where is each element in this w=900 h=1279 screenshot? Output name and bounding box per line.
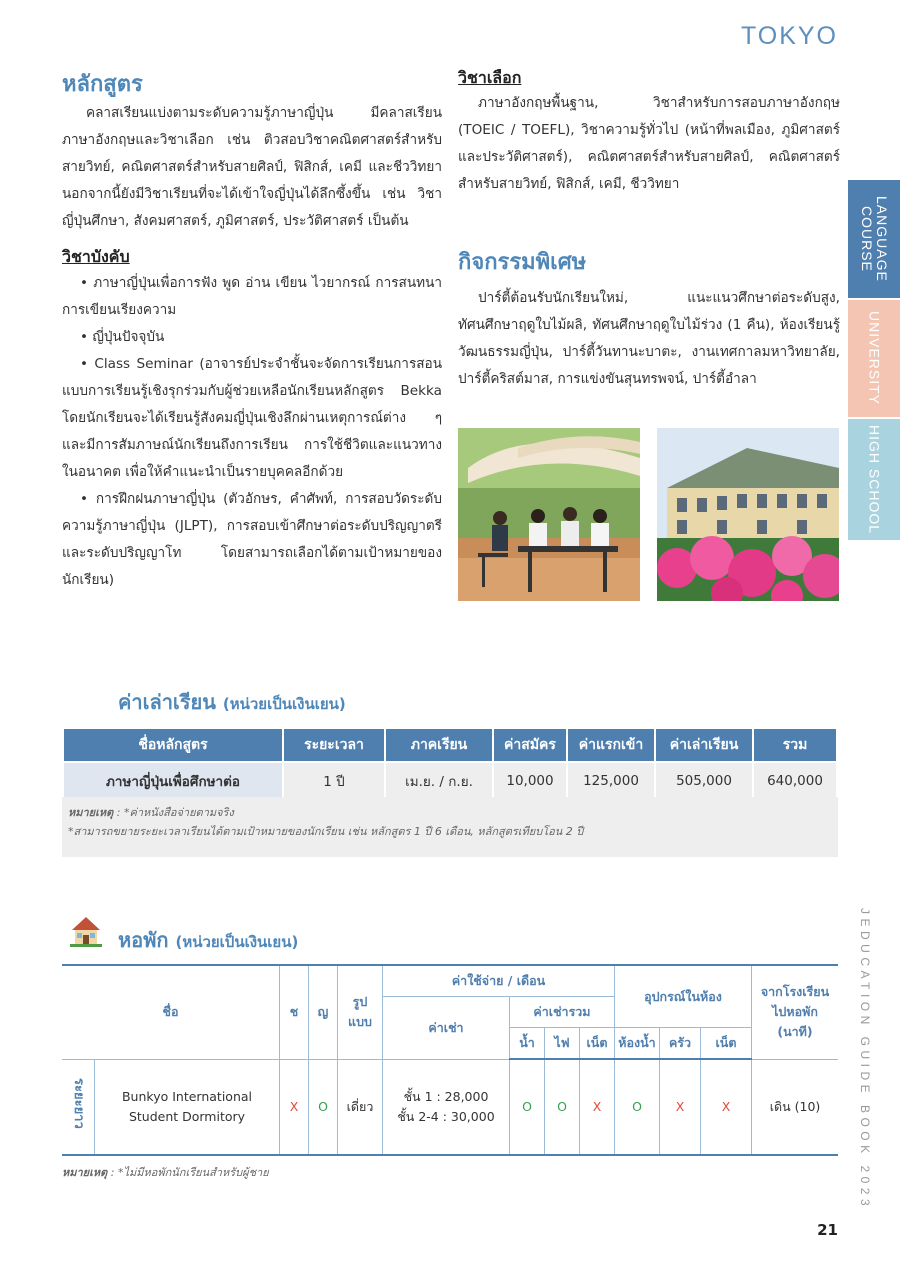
page-number: 21: [817, 1221, 838, 1239]
area-label-text: ระยะยาว: [71, 1078, 86, 1130]
note-line-2: *สามารถขยายระยะเวลาเรียนได้ตามเป้าหมายของนักเรียน เช่น หลักสูตร 1 ปี 6 เดือน, หลักสูตรเทียบโอน 2 ปี: [68, 825, 584, 838]
table-cell: ภาษาญี่ปุ่นเพื่อศึกษาต่อ: [63, 762, 283, 800]
table-header: ญ: [309, 965, 338, 1059]
dorm-note-text: : *ไม่มีหอพักนักเรียนสำหรับผู้ชาย: [107, 1166, 269, 1179]
curriculum-title: หลักสูตร: [62, 72, 143, 97]
bathroom-mark: O: [615, 1059, 660, 1155]
table-header: ค่าเช่ารวม: [510, 997, 615, 1028]
table-header-row: [63, 728, 837, 762]
table-header: เน็ต: [701, 1028, 752, 1060]
room-type-cell: เดี่ยว: [338, 1059, 383, 1155]
area-label: [62, 1059, 95, 1155]
rent-floor-1: ชั้น 1 : 28,000: [403, 1088, 489, 1104]
table-cell: เม.ย. / ก.ย.: [385, 762, 493, 800]
rent-floor-2-4: ชั้น 2-4 : 30,000: [397, 1108, 495, 1124]
table-header: ค่าใช้จ่าย / เดือน: [383, 965, 615, 997]
table-header: ค่าสมัคร: [493, 728, 567, 762]
table-header: ชื่อหลักสูตร: [63, 728, 283, 762]
tuition-title: [118, 686, 346, 718]
table-header: เน็ต: [580, 1028, 615, 1060]
kitchen-mark: X: [660, 1059, 701, 1155]
activities-text: ปาร์ตี้ต้อนรับนักเรียนใหม่, แนะแนวศึกษาต่อระดับสูง, ทัศนศึกษาฤดูใบไม้ผลิ, ทัศนศึกษาฤดูใบไม้ร่วง (1 คืน), ห้องเรียนรู้วัฒนธรรมญี่ปุ่น, ปาร์ตี้วันทานะบาตะ, งานเทศกาลมหาวิทยาลัย, ปาร์ตี้คริสต์มาส, การแข่งขันสุนทรพจน์, ปาร์ตี้อำลา: [458, 290, 840, 387]
activities-title: กิจกรรมพิเศษ: [458, 250, 587, 275]
guide-book-label: JEDUCATION GUIDE BOOK 2023: [858, 908, 872, 1211]
room-internet-mark: X: [701, 1059, 752, 1155]
table-row: [62, 1059, 838, 1155]
note-line-1: : *ค่าหนังสือจ่ายตามจริง: [113, 806, 234, 819]
dorm-table: [62, 964, 838, 1156]
tab-language-label: LANGUAGE COURSE: [859, 196, 890, 282]
table-row: [63, 762, 837, 800]
note-label: หมายเหตุ: [68, 806, 114, 819]
female-mark: O: [309, 1059, 338, 1155]
table-header: ค่าแรกเข้า: [567, 728, 655, 762]
table-header: ไฟ: [545, 1028, 580, 1060]
required-subjects-list: [62, 270, 442, 594]
internet-mark: X: [580, 1059, 615, 1155]
dorm-title: [118, 924, 298, 956]
dorm-title-text: หอพัก: [118, 928, 169, 952]
table-cell: 640,000: [753, 762, 837, 800]
tuition-title-text: ค่าเล่าเรียน: [118, 690, 216, 714]
cafe-photo: [458, 428, 640, 601]
list-item: • ภาษาญี่ปุ่นเพื่อการฟัง พูด อ่าน เขียน ไวยากรณ์ การสนทนา การเขียนเรียงความ: [62, 275, 442, 318]
table-header: ระยะเวลา: [283, 728, 385, 762]
list-item: • การฝึกฝนภาษาญี่ปุ่น (ตัวอักษร, คำศัพท์, การสอบวัดระดับความรู้ภาษาญี่ปุ่น (JLPT), การสอบเข้าศึกษาต่อระดับปริญญาตรีและระดับปริญญาโท โดยสามารถเลือกได้ตามเป้าหมายของนักเรียน): [62, 491, 442, 588]
table-header: รูปแบบ: [338, 965, 383, 1059]
table-header: ภาคเรียน: [385, 728, 493, 762]
table-header: ครัว: [660, 1028, 701, 1060]
elective-subjects-text: ภาษาอังกฤษพื้นฐาน, วิชาสำหรับการสอบภาษาอังกฤษ (TOEIC / TOEFL), วิชาความรู้ทั่วไป (หน้าที่พลเมือง, ภูมิศาสตร์และประวัติศาสตร์), คณิตศาสตร์สำหรับสายศิลป์, คณิตศาสตร์สำหรับสายวิทย์, ฟิสิกส์, เคมี, ชีววิทยา: [458, 95, 840, 192]
tab-high-school[interactable]: [848, 419, 900, 540]
dorm-name-cell: Bunkyo International Student Dormitory: [95, 1059, 280, 1155]
table-cell: 125,000: [567, 762, 655, 800]
dorm-unit: (หน่วยเป็นเงินเยน): [175, 933, 299, 951]
dorm-note: [62, 1163, 269, 1181]
rent-cell: [383, 1059, 510, 1155]
table-header: อุปกรณ์ในห้อง: [615, 965, 752, 1028]
table-cell: 1 ปี: [283, 762, 385, 800]
table-header: ค่าเช่า: [383, 997, 510, 1060]
table-cell: 505,000: [655, 762, 753, 800]
city-title: TOKYO: [740, 22, 838, 50]
tuition-note: [62, 797, 838, 857]
list-item: • ญี่ปุ่นปัจจุบัน: [80, 329, 165, 345]
tab-high-school-label: HIGH SCHOOL: [866, 424, 883, 534]
tab-university[interactable]: [848, 300, 900, 417]
tab-language-course[interactable]: [848, 180, 900, 298]
campus-building-photo: [657, 428, 839, 601]
required-subjects-title: วิชาบังคับ: [62, 247, 130, 266]
table-header: จากโรงเรียนไปหอพัก (นาที): [752, 965, 839, 1059]
distance-cell: เดิน (10): [752, 1059, 839, 1155]
male-mark: X: [280, 1059, 309, 1155]
tuition-unit: (หน่วยเป็นเงินเยน): [222, 695, 346, 713]
table-header: รวม: [753, 728, 837, 762]
water-mark: O: [510, 1059, 545, 1155]
table-header: ช: [280, 965, 309, 1059]
note-label: หมายเหตุ: [62, 1166, 108, 1179]
table-header: น้ำ: [510, 1028, 545, 1060]
table-header: ค่าเล่าเรียน: [655, 728, 753, 762]
elective-subjects-title: วิชาเลือก: [458, 68, 522, 87]
tuition-table: [62, 727, 838, 801]
table-header: ชื่อ: [62, 965, 280, 1059]
tab-university-label: UNIVERSITY: [866, 311, 883, 406]
electric-mark: O: [545, 1059, 580, 1155]
table-header: ห้องน้ำ: [615, 1028, 660, 1060]
table-cell: 10,000: [493, 762, 567, 800]
curriculum-intro: คลาสเรียนแบ่งตามระดับความรู้ภาษาญี่ปุ่น มีคลาสเรียนภาษาอังกฤษและวิชาเลือก เช่น ติวสอบวิชาคณิตศาสตร์สำหรับสายวิทย์, คณิตศาสตร์สำหรับสายศิลป์, ฟิสิกส์, เคมี และชีววิทยา นอกจากนี้ยังมีวิชาเรียนที่จะได้เข้าใจญี่ปุ่นได้ลึกซึ้งขึ้น เช่น วิชาญี่ปุ่นศึกษา, สังคมศาสตร์, ภูมิศาสตร์, ประวัติศาสตร์ เป็นต้น: [62, 105, 442, 229]
list-item: • Class Seminar (อาจารย์ประจำชั้นจะจัดการเรียนการสอนแบบการเรียนรู้เชิงรุกร่วมกับผู้ช่วยเหลือนักเรียนหลักสูตร Bekka โดยนักเรียนจะได้เรียนรู้สังคมญี่ปุ่นเชิงลึกผ่านเหตุการณ์ต่าง ๆ และมีการสัมภาษณ์นักเรียนถึงการเรียน การใช้ชีวิตและแนวทางในอนาคต เพื่อให้คำแนะนำเป็นรายบุคคลอีกด้วย: [62, 356, 442, 480]
house-icon: [70, 915, 102, 947]
table-header-row: [62, 965, 838, 997]
